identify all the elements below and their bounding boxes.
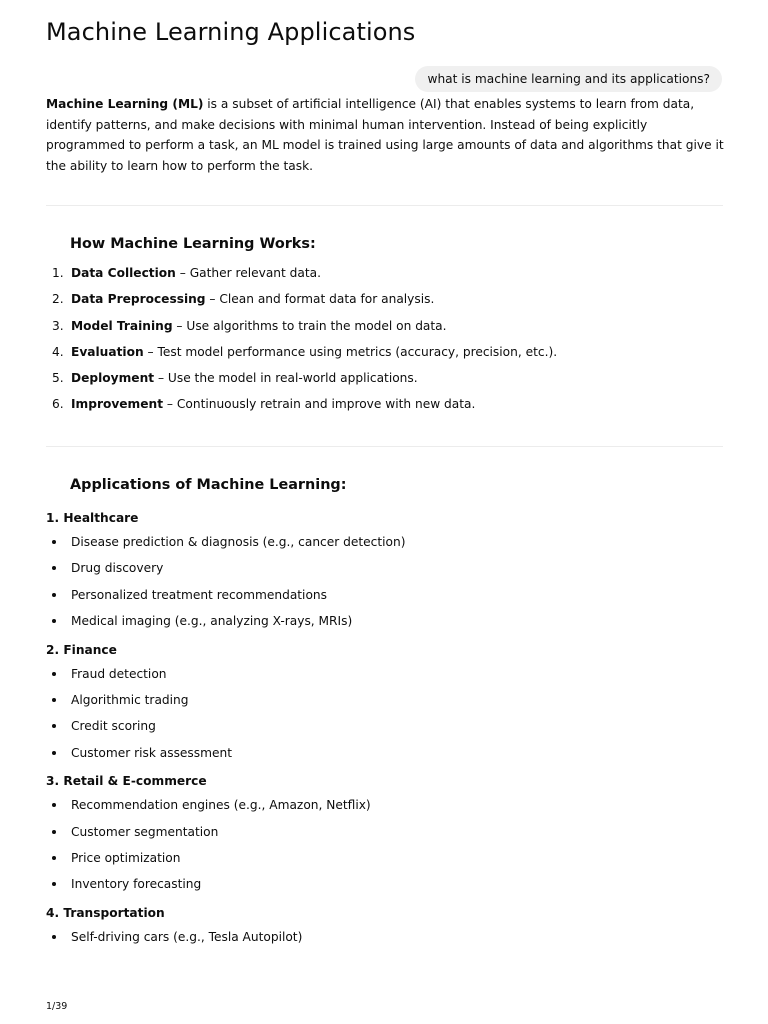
- step-title: Model Training: [71, 318, 173, 333]
- step-number: 4.: [52, 344, 64, 359]
- category-items: [46, 795, 726, 901]
- step-title: Improvement: [71, 397, 164, 412]
- intro-paragraph: [46, 94, 726, 177]
- divider: [46, 446, 723, 447]
- intro-text: is a subset of artificial intelligence (AI) that enables systems to learn from data, identify patterns, and make decisions with minimal human intervention. Instead of being explicitly programmed to perform a task, an ML model is trained using large amounts of data and algorithms that give it the ability to learn how to perform the task.: [46, 97, 724, 174]
- list-item-text: Price optimization: [71, 850, 181, 865]
- list-item: [46, 664, 726, 690]
- list-item-text: Self-driving cars (e.g., Tesla Autopilot): [71, 929, 303, 944]
- intro-bold-term: Machine Learning (ML): [46, 97, 204, 111]
- list-item: [46, 585, 726, 611]
- list-item: [46, 611, 726, 637]
- list-item-text: Disease prediction & diagnosis (e.g., cancer detection): [71, 535, 406, 549]
- divider: [46, 205, 723, 206]
- applications-heading: Applications of Machine Learning:: [70, 477, 347, 493]
- how-it-works-heading: How Machine Learning Works:: [70, 236, 316, 252]
- bullet-icon: [52, 619, 56, 623]
- step-text: – Continuously retrain and improve with new data.: [163, 397, 476, 412]
- bullet-icon: [52, 566, 56, 570]
- list-item: [46, 743, 726, 769]
- step-item: [46, 342, 557, 368]
- bullet-icon: [52, 672, 56, 676]
- category-healthcare: [46, 508, 726, 638]
- category-items: [46, 532, 726, 638]
- list-item: [46, 927, 726, 953]
- step-item: [46, 316, 557, 342]
- list-item-text: Personalized treatment recommendations: [71, 587, 327, 602]
- list-item-text: Customer segmentation: [71, 824, 219, 839]
- step-title: Data Preprocessing: [71, 292, 206, 307]
- bullet-icon: [52, 724, 56, 728]
- list-item-text: Recommendation engines (e.g., Amazon, Netflix): [71, 798, 371, 813]
- applications-list: [46, 508, 726, 955]
- category-finance: [46, 640, 726, 770]
- bullet-icon: [52, 935, 56, 939]
- user-query-bubble: what is machine learning and its applications?: [415, 66, 722, 92]
- step-number: 5.: [52, 371, 64, 386]
- bullet-icon: [52, 803, 56, 807]
- step-number: 1.: [52, 266, 64, 280]
- list-item: [46, 690, 726, 716]
- bullet-icon: [52, 540, 56, 544]
- step-text: – Use the model in real-world applications.: [154, 371, 418, 386]
- page-title: Machine Learning Applications: [46, 18, 416, 46]
- list-item: [46, 874, 726, 900]
- step-title: Data Collection: [71, 266, 176, 280]
- list-item: [46, 532, 726, 558]
- step-item: [46, 368, 557, 394]
- category-items: [46, 927, 726, 953]
- list-item: [46, 795, 726, 821]
- list-item: [46, 848, 726, 874]
- step-text: – Gather relevant data.: [175, 266, 322, 280]
- list-item-text: Drug discovery: [71, 561, 164, 576]
- step-number: 6.: [52, 397, 64, 412]
- category-retail: [46, 771, 726, 901]
- bullet-icon: [52, 698, 56, 702]
- step-item: [46, 263, 557, 289]
- step-number: 2.: [52, 292, 64, 307]
- category-title: 4. Transportation: [46, 905, 165, 920]
- list-item: [46, 716, 726, 742]
- category-title: 1. Healthcare: [46, 511, 139, 525]
- list-item: [46, 558, 726, 584]
- bullet-icon: [52, 882, 56, 886]
- list-item-text: Credit scoring: [71, 719, 156, 734]
- list-item-text: Algorithmic trading: [71, 692, 189, 707]
- step-item: [46, 289, 557, 315]
- step-item: [46, 394, 557, 420]
- category-items: [46, 664, 726, 770]
- list-item-text: Fraud detection: [71, 666, 167, 681]
- category-title: 2. Finance: [46, 642, 117, 657]
- category-title: 3. Retail & E-commerce: [46, 774, 207, 789]
- list-item-text: Inventory forecasting: [71, 877, 202, 892]
- category-transportation: [46, 903, 726, 953]
- bullet-icon: [52, 830, 56, 834]
- step-number: 3.: [52, 318, 64, 333]
- list-item-text: Medical imaging (e.g., analyzing X-rays, MRIs): [71, 614, 353, 629]
- list-item: [46, 822, 726, 848]
- step-title: Deployment: [71, 371, 155, 386]
- list-item-text: Customer risk assessment: [71, 745, 232, 760]
- bullet-icon: [52, 593, 56, 597]
- page-number: 1/39: [46, 1001, 68, 1012]
- bullet-icon: [52, 751, 56, 755]
- step-title: Evaluation: [71, 344, 144, 359]
- bullet-icon: [52, 856, 56, 860]
- step-text: – Clean and format data for analysis.: [205, 292, 435, 307]
- step-text: – Use algorithms to train the model on data.: [172, 318, 447, 333]
- step-text: – Test model performance using metrics (accuracy, precision, etc.).: [143, 344, 558, 359]
- how-it-works-steps: [46, 263, 557, 421]
